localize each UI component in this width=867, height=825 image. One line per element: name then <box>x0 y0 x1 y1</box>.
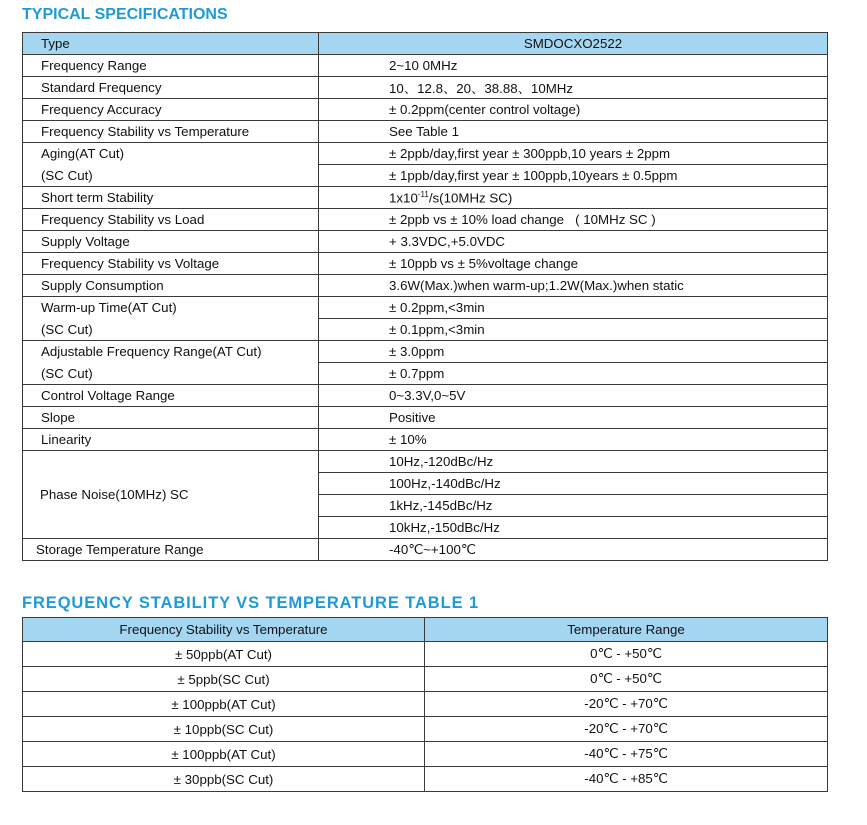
param-value: ± 0.7ppm <box>319 363 828 385</box>
param-label: Storage Temperature Range <box>23 539 319 561</box>
table-row <box>23 99 828 121</box>
stability-cell: ± 30ppb(SC Cut) <box>23 767 425 792</box>
temperature-cell: -40℃ - +85℃ <box>425 767 828 792</box>
short-term-prefix: 1x10 <box>389 190 418 206</box>
table-row <box>23 253 828 275</box>
param-label: Frequency Stability vs Temperature <box>23 121 319 143</box>
table-row <box>23 165 828 187</box>
param-value: ± 1ppb/day,first year ± 100ppb,10years ± 0.5ppm <box>319 165 828 187</box>
param-label: Standard Frequency <box>23 77 319 99</box>
table-row <box>23 55 828 77</box>
table-row <box>23 742 828 767</box>
short-term-exponent: -11 <box>417 189 429 199</box>
param-value: ± 10ppb vs ± 5%voltage change <box>319 253 828 275</box>
table-row <box>23 642 828 667</box>
stability-cell: ± 10ppb(SC Cut) <box>23 717 425 742</box>
stability-cell: ± 5ppb(SC Cut) <box>23 667 425 692</box>
table-row <box>23 767 828 792</box>
param-label: Frequency Accuracy <box>23 99 319 121</box>
param-value: Positive <box>319 407 828 429</box>
param-value: 0~3.3V,0~5V <box>319 385 828 407</box>
table-row <box>23 77 828 99</box>
param-value: ± 0.2ppm(center control voltage) <box>319 99 828 121</box>
param-label: Supply Voltage <box>23 231 319 253</box>
table-row <box>23 231 828 253</box>
param-value <box>319 187 828 209</box>
stability-cell: ± 50ppb(AT Cut) <box>23 642 425 667</box>
table-header-row <box>23 618 828 642</box>
param-label: Phase Noise(10MHz) SC <box>23 451 319 539</box>
param-value: + 3.3VDC,+5.0VDC <box>319 231 828 253</box>
param-label: Short term Stability <box>23 187 319 209</box>
table-row <box>23 187 828 209</box>
stability-temperature-table <box>22 617 828 792</box>
param-value: -40℃~+100℃ <box>319 539 828 561</box>
table-row <box>23 209 828 231</box>
stability-cell: ± 100ppb(AT Cut) <box>23 692 425 717</box>
param-value: 3.6W(Max.)when warm-up;1.2W(Max.)when static <box>319 275 828 297</box>
param-label: Control Voltage Range <box>23 385 319 407</box>
param-label: Frequency Stability vs Voltage <box>23 253 319 275</box>
type-label: Type <box>23 33 319 55</box>
table-row <box>23 385 828 407</box>
param-label: Frequency Stability vs Load <box>23 209 319 231</box>
param-label: Slope <box>23 407 319 429</box>
table-row <box>23 297 828 319</box>
model-name: SMDOCXO2522 <box>319 33 828 55</box>
specifications-table <box>22 32 828 561</box>
param-value: See Table 1 <box>319 121 828 143</box>
param-label: Aging(AT Cut) <box>23 143 319 165</box>
param-label: Linearity <box>23 429 319 451</box>
table-row <box>23 341 828 363</box>
table-row <box>23 429 828 451</box>
table-header-row <box>23 33 828 55</box>
table-row <box>23 451 828 473</box>
table-row <box>23 539 828 561</box>
param-label: Frequency Range <box>23 55 319 77</box>
table-row <box>23 667 828 692</box>
table-row <box>23 717 828 742</box>
param-label: (SC Cut) <box>23 319 319 341</box>
table-row <box>23 363 828 385</box>
specifications-title: TYPICAL SPECIFICATIONS <box>22 6 228 23</box>
param-value: 10、12.8、20、38.88、10MHz <box>319 77 828 99</box>
param-value: ± 2ppb/day,first year ± 300ppb,10 years ± 2ppm <box>319 143 828 165</box>
param-value: ± 0.1ppm,<3min <box>319 319 828 341</box>
table-row <box>23 407 828 429</box>
param-value: 1kHz,-145dBc/Hz <box>319 495 828 517</box>
column-header: Temperature Range <box>425 618 828 642</box>
param-value: 10Hz,-120dBc/Hz <box>319 451 828 473</box>
param-value: 2~10 0MHz <box>319 55 828 77</box>
table-row <box>23 319 828 341</box>
table-row <box>23 143 828 165</box>
param-label: Adjustable Frequency Range(AT Cut) <box>23 341 319 363</box>
stability-cell: ± 100ppb(AT Cut) <box>23 742 425 767</box>
temperature-cell: 0℃ - +50℃ <box>425 667 828 692</box>
param-label: (SC Cut) <box>23 363 319 385</box>
temperature-cell: -20℃ - +70℃ <box>425 692 828 717</box>
temperature-cell: 0℃ - +50℃ <box>425 642 828 667</box>
table-row <box>23 121 828 143</box>
param-label: (SC Cut) <box>23 165 319 187</box>
column-header: Frequency Stability vs Temperature <box>23 618 425 642</box>
param-value: ± 3.0ppm <box>319 341 828 363</box>
table-row <box>23 692 828 717</box>
param-value: ± 0.2ppm,<3min <box>319 297 828 319</box>
param-value: ± 2ppb vs ± 10% load change ( 10MHz SC ) <box>319 209 828 231</box>
param-value: ± 10% <box>319 429 828 451</box>
param-label: Supply Consumption <box>23 275 319 297</box>
table1-title: FREQUENCY STABILITY VS TEMPERATURE TABLE 1 <box>22 594 480 612</box>
param-value: 100Hz,-140dBc/Hz <box>319 473 828 495</box>
temperature-cell: -40℃ - +75℃ <box>425 742 828 767</box>
param-value: 10kHz,-150dBc/Hz <box>319 517 828 539</box>
short-term-suffix: /s(10MHz SC) <box>428 190 513 206</box>
param-label: Warm-up Time(AT Cut) <box>23 297 319 319</box>
table-row <box>23 275 828 297</box>
temperature-cell: -20℃ - +70℃ <box>425 717 828 742</box>
